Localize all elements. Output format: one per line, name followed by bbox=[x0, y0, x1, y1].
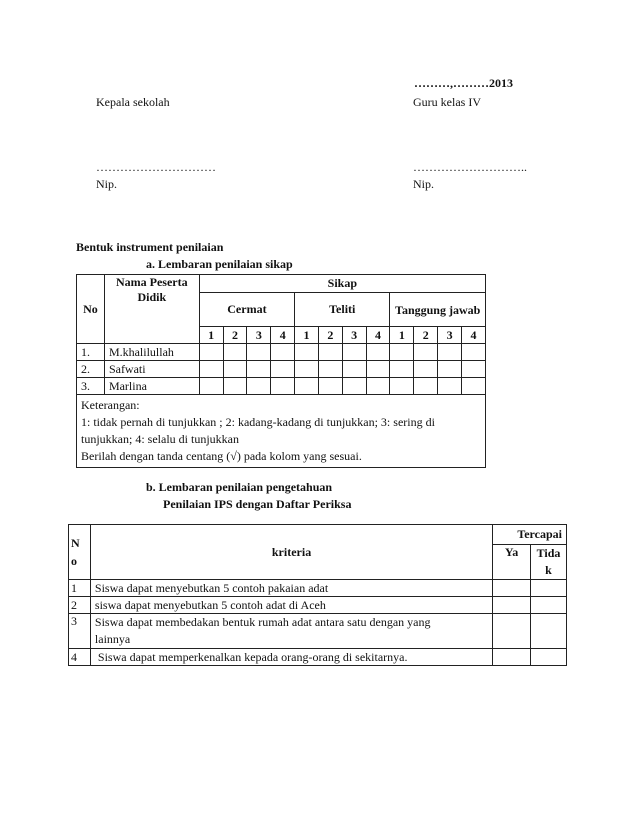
row-no: 3. bbox=[77, 378, 105, 395]
notes-row bbox=[77, 395, 486, 468]
scale-cell: 4 bbox=[271, 327, 295, 344]
row-no: 2 bbox=[69, 597, 91, 614]
scale-cell: 2 bbox=[414, 327, 438, 344]
col-no-header: N o bbox=[69, 525, 91, 580]
col-tercapai-header: Tercapai bbox=[493, 525, 567, 545]
knowledge-checklist-table bbox=[68, 524, 567, 666]
scale-cell: 1 bbox=[390, 327, 414, 344]
attitude-table bbox=[76, 274, 486, 468]
col-sikap-header: Sikap bbox=[199, 275, 485, 293]
scale-cell: 2 bbox=[318, 327, 342, 344]
row-no: 4 bbox=[69, 649, 91, 666]
criteria-text: Siswa dapat memperkenalkan kepada orang-orang di sekitarnya. bbox=[90, 649, 492, 666]
scale-cell: 3 bbox=[247, 327, 271, 344]
student-name: M.khalilullah bbox=[104, 344, 199, 361]
table-row bbox=[77, 361, 486, 378]
scale-cell: 2 bbox=[223, 327, 247, 344]
col-name-header: Nama Peserta Didik bbox=[104, 275, 199, 344]
row-no: 2. bbox=[77, 361, 105, 378]
section-a-title: a. Lembaran penilaian sikap bbox=[146, 257, 293, 271]
scale-cell: 4 bbox=[462, 327, 486, 344]
student-name: Safwati bbox=[104, 361, 199, 378]
col-tidak-header: Tida k bbox=[531, 545, 567, 580]
scale-cell: 3 bbox=[438, 327, 462, 344]
col-no-header: No bbox=[77, 275, 105, 344]
principal-nip: Nip. bbox=[96, 177, 117, 191]
col-ya-header: Ya bbox=[493, 545, 531, 580]
notes-cell bbox=[77, 395, 486, 468]
row-no: 3 bbox=[69, 614, 91, 649]
group-cermat-header: Cermat bbox=[199, 293, 294, 327]
table-row bbox=[69, 597, 567, 614]
signature-date: ………,………2013 bbox=[414, 76, 513, 90]
scale-cell: 3 bbox=[342, 327, 366, 344]
teacher-title: Guru kelas IV bbox=[413, 95, 481, 109]
col-kriteria-header: kriteria bbox=[90, 525, 492, 580]
criteria-text: Siswa dapat membedakan bentuk rumah adat antara satu dengan yang lainnya bbox=[90, 614, 492, 649]
scale-cell: 1 bbox=[199, 327, 223, 344]
criteria-text: Siswa dapat menyebutkan 5 contoh pakaian adat bbox=[90, 580, 492, 597]
table-row bbox=[69, 649, 567, 666]
group-tanggung-jawab-header: Tanggung jawab bbox=[390, 293, 486, 327]
group-teliti-header: Teliti bbox=[295, 293, 390, 327]
row-no: 1. bbox=[77, 344, 105, 361]
table-row bbox=[77, 378, 486, 395]
notes-line: tunjukkan; 4: selalu di tunjukkan bbox=[81, 432, 239, 446]
notes-line: Berilah dengan tanda centang (√) pada kolom yang sesuai. bbox=[81, 449, 362, 463]
scale-cell: 4 bbox=[366, 327, 390, 344]
scale-cell: 1 bbox=[295, 327, 319, 344]
notes-line: 1: tidak pernah di tunjukkan ; 2: kadang-kadang di tunjukkan; 3: sering di bbox=[81, 415, 435, 429]
student-name: Marlina bbox=[104, 378, 199, 395]
table-row bbox=[77, 344, 486, 361]
notes-line: Keterangan: bbox=[81, 398, 140, 412]
principal-signature-line: ………………………… bbox=[96, 160, 216, 174]
row-no: 1 bbox=[69, 580, 91, 597]
table-row bbox=[69, 580, 567, 597]
teacher-nip: Nip. bbox=[413, 177, 434, 191]
instrument-heading: Bentuk instrument penilaian bbox=[76, 240, 224, 254]
section-b-title: b. Lembaran penilaian pengetahuan bbox=[146, 480, 333, 494]
teacher-signature-line: ……………………….. bbox=[413, 160, 527, 174]
table-row bbox=[69, 614, 567, 649]
criteria-text: siswa dapat menyebutkan 5 contoh adat di Aceh bbox=[90, 597, 492, 614]
section-b-subtitle: Penilaian IPS dengan Daftar Periksa bbox=[163, 497, 352, 511]
principal-title: Kepala sekolah bbox=[96, 95, 170, 109]
